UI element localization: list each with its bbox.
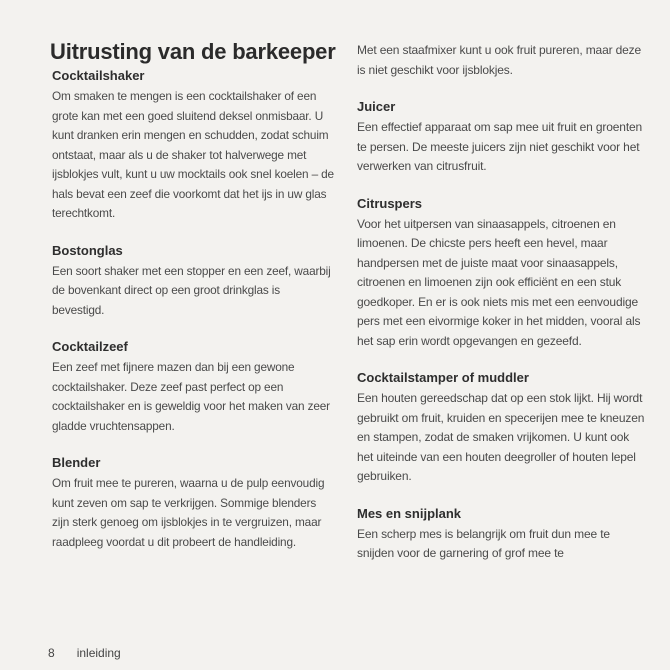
- section-body: Een zeef met fijnere mazen dan bij een gewone cocktailshaker. Deze zeef past perfect op een cocktailshaker en is geweldig voor het maken van zeer gladde vruchtensappen.: [52, 360, 330, 433]
- section-body: Een effectief apparaat om sap mee uit fruit en groenten te persen. De meeste juicers zijn niet geschikt voor het verwerken van citrusfruit.: [357, 120, 643, 173]
- section-cocktailzeef: [52, 337, 334, 436]
- right-column: [357, 41, 647, 581]
- section-heading: Citruspers: [357, 195, 423, 211]
- section-heading: Bostonglas: [52, 242, 123, 258]
- left-column: [52, 66, 334, 569]
- section-bostonglas: [52, 241, 334, 321]
- section-cocktailshaker: [52, 66, 334, 224]
- section-heading: Blender: [52, 455, 101, 470]
- section-body: Om fruit mee te pureren, waarna u de pulp eenvoudig kunt zeven om sap te verkrijgen. Sommige blenders zijn sterk genoeg om ijsblokjes in te vergruizen, maar raadpleeg voordat u dit probeert de handleiding.: [52, 476, 325, 549]
- section-juicer: [357, 97, 647, 177]
- section-body: Een scherp mes is belangrijk om fruit dun mee te snijden voor de garnering of grof mee te: [357, 526, 610, 560]
- page-number: 8: [48, 646, 55, 660]
- page-title: Uitrusting van de barkeeper: [50, 39, 336, 64]
- section-blender: [52, 453, 334, 552]
- section-body: Een soort shaker met een stopper en een zeef, waarbij de bovenkant direct op een groot drinkglas is bevestigd.: [52, 263, 331, 317]
- section-heading: Cocktailstamper of muddler: [357, 370, 529, 385]
- section-body: Met een staafmixer kunt u ook fruit pureren, maar deze is niet geschikt voor ijsblokjes.: [357, 43, 642, 77]
- section-muddler: [357, 368, 647, 487]
- section-citruspers: [357, 194, 647, 352]
- section-heading: Mes en snijplank: [357, 505, 462, 521]
- running-footer: inleiding: [76, 646, 121, 660]
- section-heading: Juicer: [357, 99, 396, 114]
- page-footer: [48, 646, 121, 660]
- section-heading: Cocktailshaker: [52, 68, 145, 83]
- section-body: Om smaken te mengen is een cocktailshaker of een grote kan met een goed sluitend deksel onmisbaar. U kunt dranken erin mengen en schudden, zodat schuim ontstaat, maar als u de shaker tot halverwege met ijsblokjes vult, kunt u uw mocktails ook snel koelen – de hals bevat een zeef die voorkomt dat het ijs in uw glas terechtkomt.: [52, 89, 334, 220]
- section-staafmixer-continued: [357, 41, 647, 80]
- section-heading: Cocktailzeef: [52, 339, 128, 354]
- section-mes-en-snijplank: [357, 504, 647, 564]
- section-body: Voor het uitpersen van sinaasappels, citroenen en limoenen. De chicste pers heeft een hevel, maar handpersen met de juiste maat voor sinaasappels, citroenen en limoenen zijn ook efficiënt en een stuk goedkoper. En er is ook niets mis met een eenvoudige pers met een eivormige koker in het midden, vooral als het sap erin wordt opgevangen en gezeefd.: [357, 216, 641, 348]
- section-body: Een houten gereedschap dat op een stok lijkt. Hij wordt gebruikt om fruit, kruiden en specerijen mee te kneuzen en stampen, zodat de smaken vrijkomen. U kunt ook het uiteinde van een houten deegroller of houten lepel gebruiken.: [357, 391, 645, 483]
